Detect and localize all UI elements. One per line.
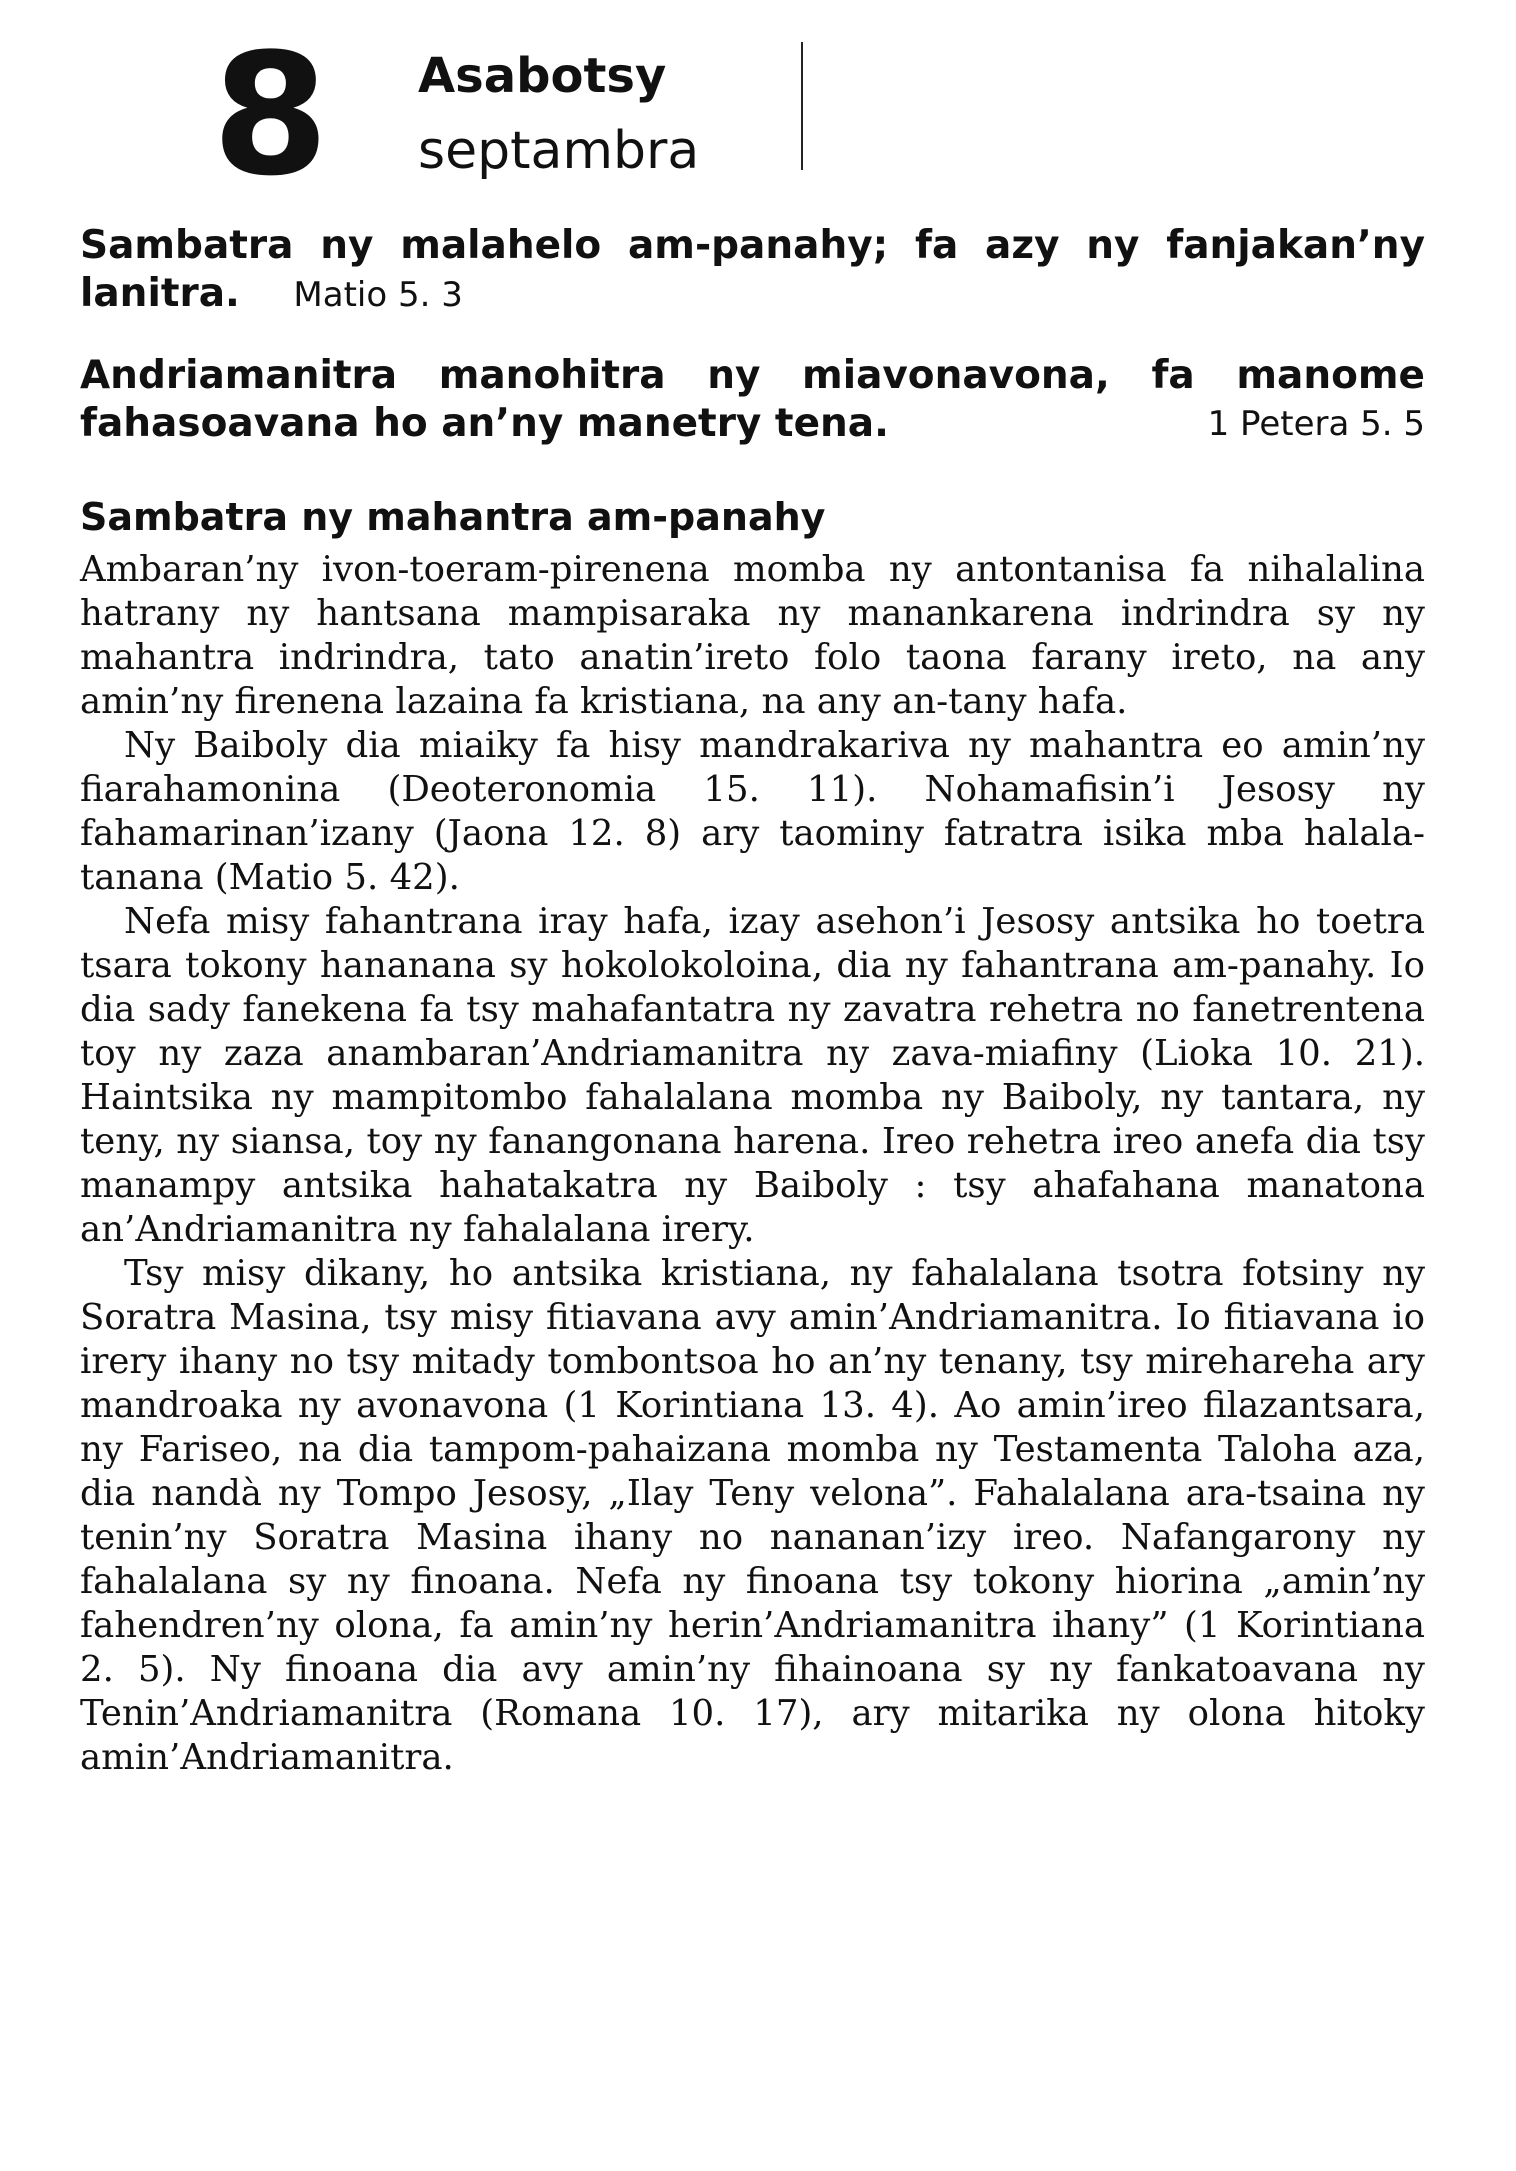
verse-1	[80, 222, 1425, 319]
article-title: Sambatra ny mahantra am-panahy	[80, 495, 826, 539]
verse-2-text: Andriamanitra manohitra ny miavonavona, fa manome fahasoavana ho an’ny manetry tena.	[80, 353, 1425, 446]
header-divider	[801, 42, 803, 170]
verse-1-text: Sambatra ny malahelo am-panahy; fa azy ny fanjakan’ny lanitra.	[80, 223, 1425, 316]
verse-2-reference: 1 Petera 5. 5	[1207, 404, 1425, 444]
day-number: 8	[212, 17, 325, 213]
article-body	[80, 548, 1425, 1780]
month: septambra	[418, 121, 700, 181]
paragraph-2: Ny Baiboly dia miaiky fa hisy mandrakariva ny mahantra eo amin’ny fiarahamonina (Deoteronomia 15. 11). Nohamafisin’i Jesosy ny fahamarinan’izany (Jaona 12. 8) ary taominy fatratra isika mba halala-tanana (Matio 5. 42).	[80, 725, 1425, 898]
verse-2	[80, 352, 1425, 448]
paragraph-4: Tsy misy dikany, ho antsika kristiana, ny fahalalana tsotra fotsiny ny Soratra Masina, tsy misy fitiavana avy amin’Andriamanitra. Io fitiavana io irery ihany no tsy mitady tombontsoa ho an’ny tenany, tsy mirehareha ary mandroaka ny avonavona (1 Korintiana 13. 4). Ao amin’ireo filazantsara, ny Fariseo, na dia tampom-pahaizana momba ny Testamenta Taloha aza, dia nandà ny Tompo Jesosy, „Ilay Teny velona”. Fahalalana ara-tsaina ny tenin’ny Soratra Masina ihany no nananan’izy ireo. Nafangarony ny fahalalana sy ny finoana. Nefa ny finoana tsy tokony hiorina „amin’ny fahendren’ny olona, fa amin’ny herin’Andriamanitra ihany” (1 Korintiana 2. 5). Ny finoana dia avy amin’ny fihainoana sy ny fankatoavana ny Tenin’Andriamanitra (Romana 10. 17), ary mitarika ny olona hitoky amin’Andriamanitra.	[80, 1253, 1425, 1778]
weekday: Asabotsy	[418, 48, 667, 104]
paragraph-1: Ambaran’ny ivon-toeram-pirenena momba ny antontanisa fa nihalalina hatrany ny hantsana mampisaraka ny manankarena indrindra sy ny mahantra indrindra, tato anatin’ireto folo taona farany ireto, na any amin’ny firenena lazaina fa kristiana, na any an-tany hafa.	[80, 549, 1425, 722]
verse-1-reference: Matio 5. 3	[293, 275, 463, 315]
paragraph-3: Nefa misy fahantrana iray hafa, izay asehon’i Jesosy antsika ho toetra tsara tokony hananana sy hokolokoloina, dia ny fahantrana am-panahy. Io dia sady fanekena fa tsy mahafantatra ny zavatra rehetra no fanetrentena toy ny zaza anambaran’Andriamanitra ny zava-miafiny (Lioka 10. 21). Haintsika ny mampitombo fahalalana momba ny Baiboly, ny tantara, ny teny, ny siansa, toy ny fanangonana harena. Ireo rehetra ireo anefa dia tsy manampy antsika hahatakatra ny Baiboly : tsy ahafahana manatona an’Andriamanitra ny fahalalana irery.	[80, 901, 1425, 1250]
